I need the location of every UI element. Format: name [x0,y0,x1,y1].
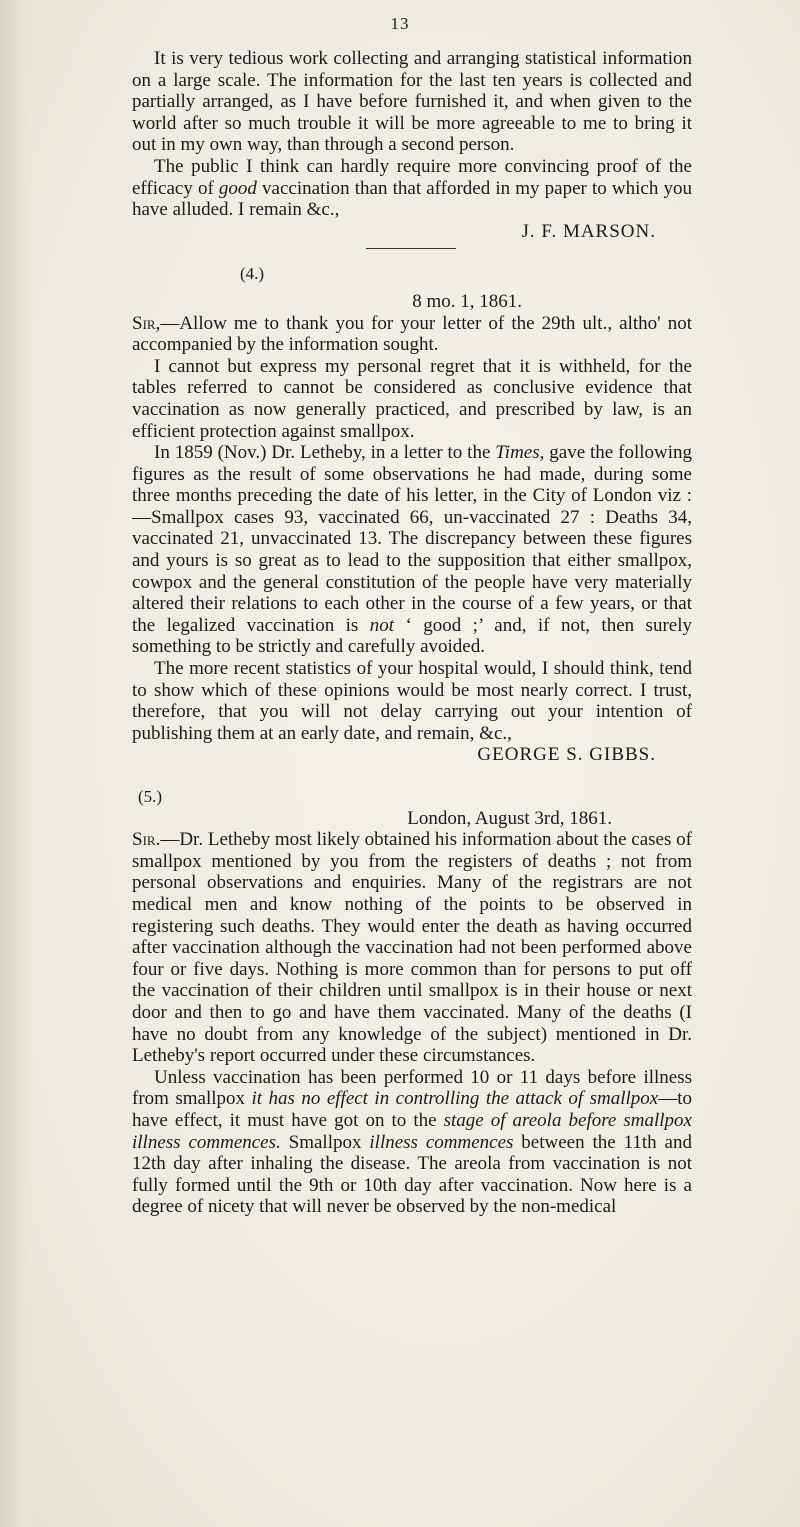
paragraph: The more recent statistics of your hospital would, I should think, tend to show which of these opinions would be most nearly correct. I trust, therefore, that you will not delay carrying out your intention of publishing them at an early date, and remain, &c., [132,658,692,744]
paragraph: I cannot but express my personal regret that it is withheld, for the tables referred to cannot be considered as conclusive evidence that vaccination as now generally practiced, and prescribed by law, is an efficient protection against smallpox. [132,355,692,442]
signature: J. F. MARSON. [521,220,656,242]
paragraph: Sir,—Allow me to thank you for your letter of the 29th ult., altho' not accompanied by the information sought. [132,312,692,356]
page-number: 13 [390,14,410,33]
letter-number: (4.) [240,264,265,284]
text-column [132,48,692,1218]
paragraph: Unless vaccination has been performed 10 or 11 days before illness from smallpox it has no effect in controlling the attack of smallpox—to have effect, it must have got on to the stage of areola before smallpox illness commences. Smallpox illness commences between the 11th and 12th day after inhaling the disease. The areola from vaccination is not fully formed until the 9th or 10th day after vaccination. Now here is a degree of nicety that will never be observed by the non-medical [132,1066,692,1218]
letter-date: 8 mo. 1, 1861. [412,290,522,312]
paragraph: Sir.—Dr. Letheby most likely obtained his information about the cases of smallpox mentioned by you from the registers of deaths ; not from personal observations and enquiries. Many of the registrars are not medical men and know nothing of the points to be observed in registering such deaths. They would enter the death as having occurred after vaccination although the vaccination had not been performed above four or five days. Nothing is more common than for persons to put off the vaccination of their children until smallpox is in their house or next door and then to go and have them vaccinated. Many of the deaths (I have no doubt from any knowledge of the subject) mentioned in Dr. Letheby's report occurred under these circumstances. [132,829,692,1067]
signature: GEORGE S. GIBBS. [477,744,656,766]
paragraph: The public I think can hardly require more convincing proof of the efficacy of good vaccination than that afforded in my paper to which you have alluded. I remain &c., [132,155,692,221]
paragraph: It is very tedious work collecting and arranging statistical information on a large scale. The information for the last ten years is collected and partially arranged, as I have before furnished it, and when given to the world after so much trouble it will be more agreeable to me to bring it out in my own way, than through a second person. [132,48,692,156]
letter-date: London, August 3rd, 1861. [407,807,612,829]
letter-number: (5.) [138,787,163,806]
divider [366,248,456,249]
paragraph: In 1859 (Nov.) Dr. Letheby, in a letter to the Times, gave the following figures as the result of some observations he had made, during some three months preceding the date of his letter, in the City of London viz :—Smallpox cases 93, vaccinated 66, un-vaccinated 27 : Deaths 34, vaccinated 21, unvaccinated 13. The discrepancy between these figures and yours is so great as to lead to the supposition that either smallpox, cowpox and the general constitution of the people have very materially altered their relations to each other in the course of a few years, or that the legalized vaccination is not ‘ good ;’ and, if not, then surely something to be strictly and carefully avoided. [132,442,692,658]
